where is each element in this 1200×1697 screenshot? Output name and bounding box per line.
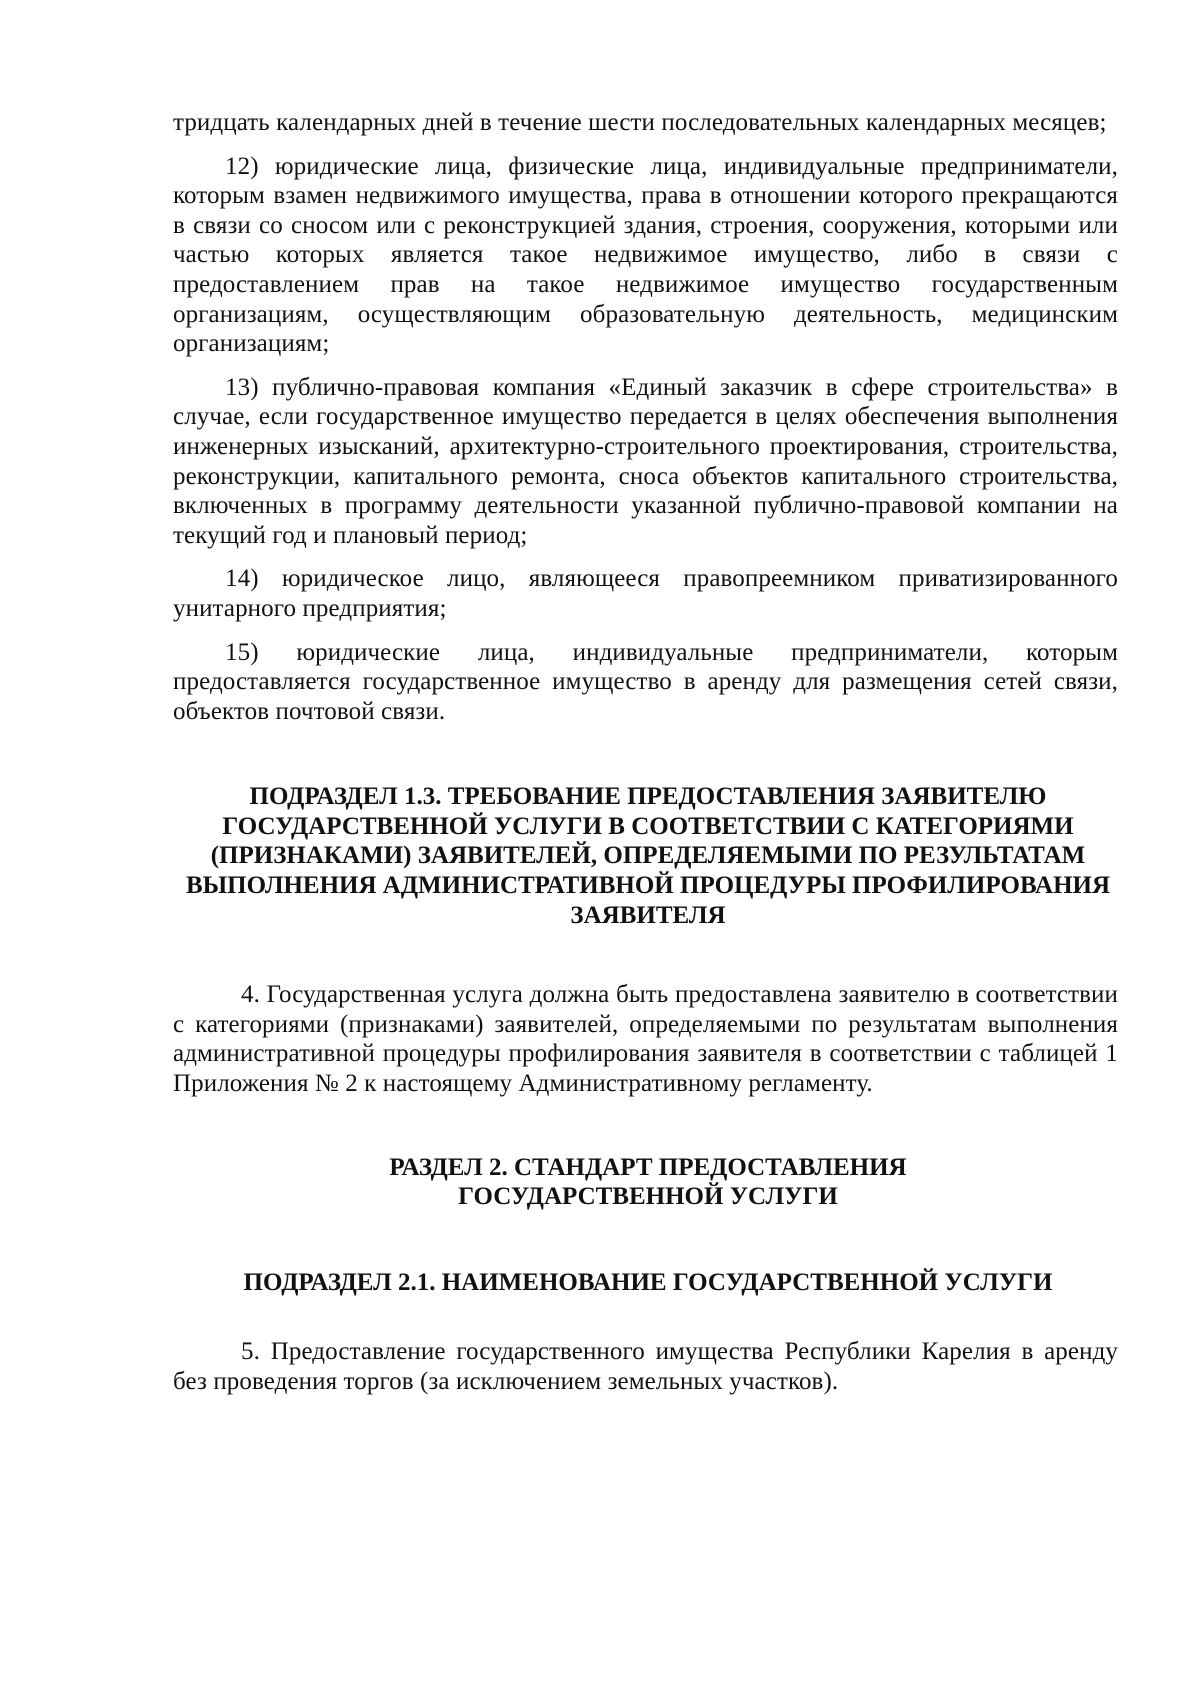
section-heading-2: РАЗДЕЛ 2. СТАНДАРТ ПРЕДОСТАВЛЕНИЯ ГОСУДАРСТВЕННОЙ УСЛУГИ (389, 1153, 907, 1211)
subsection-heading-1-3-block (178, 782, 1118, 930)
section-heading-2-block (178, 1153, 1118, 1212)
subsection-heading-2-1-block (178, 1268, 1118, 1298)
paragraph-item-15: 15) юридические лица, индивидуальные предприниматели, которым предоставляется государственное имущество в аренду для размещения сетей связи, объектов почтовой связи. (173, 638, 1118, 725)
subsection-heading-1-3: ПОДРАЗДЕЛ 1.3. ТРЕБОВАНИЕ ПРЕДОСТАВЛЕНИЯ ЗАЯВИТЕЛЮ ГОСУДАРСТВЕННОЙ УСЛУГИ В СООТВЕТСТВИИ С КАТЕГОРИЯМИ (ПРИЗНАКАМИ) ЗАЯВИТЕЛЕЙ, ОПРЕДЕЛЯЕМЫМИ ПО РЕЗУЛЬТАТАМ ВЫПОЛНЕНИЯ АДМИНИСТРАТИВНОЙ ПРОЦЕДУРЫ ПРОФИЛИРОВАНИЯ ЗАЯВИТЕЛЯ (185, 783, 1111, 929)
paragraph-continuation: тридцать календарных дней в течение шести последовательных календарных месяцев; (173, 109, 1107, 136)
paragraph-item-4: 4. Государственная услуга должна быть предоставлена заявителю в соответствии с категориями (признаками) заявителей, определяемыми по результатам выполнения административной процедуры профилирования заявителя в соответствии с таблицей 1 Приложения № 2 к настоящему Административному регламенту. (173, 981, 1118, 1098)
paragraph-item-12: 12) юридические лица, физические лица, индивидуальные предприниматели, которым взамен недвижимого имущества, права в отношении которого прекращаются в связи со сносом или с реконструкцией здания, строения, сооружения, которыми или частью которых является такое недвижимое имущество, либо в связи с предоставлением прав на такое недвижимое имущество государственным организациям, осуществляющим образовательную деятельность, медицинским организациям; (173, 152, 1118, 358)
paragraph-item-5: 5. Предоставление государственного имущества Республики Карелия в аренду без проведения торгов (за исключением земельных участков). (173, 1338, 1118, 1395)
paragraph-item-14: 14) юридическое лицо, являющееся правопреемником приватизированного унитарного предприятия; (173, 565, 1118, 622)
paragraph-item-13: 13) публично-правовая компания «Единый заказчик в сфере строительства» в случае, если государственное имущество передается в целях обеспечения выполнения инженерных изысканий, архитектурно-строительного проектирования, строительства, реконструкции, капитального ремонта, сноса объектов капитального строительства, включенных в программу деятельности указанной публично-правовой компании на текущий год и плановый период; (173, 373, 1118, 549)
document-page (173, 108, 1118, 1397)
subsection-heading-2-1: ПОДРАЗДЕЛ 2.1. НАИМЕНОВАНИЕ ГОСУДАРСТВЕННОЙ УСЛУГИ (243, 1268, 1053, 1296)
